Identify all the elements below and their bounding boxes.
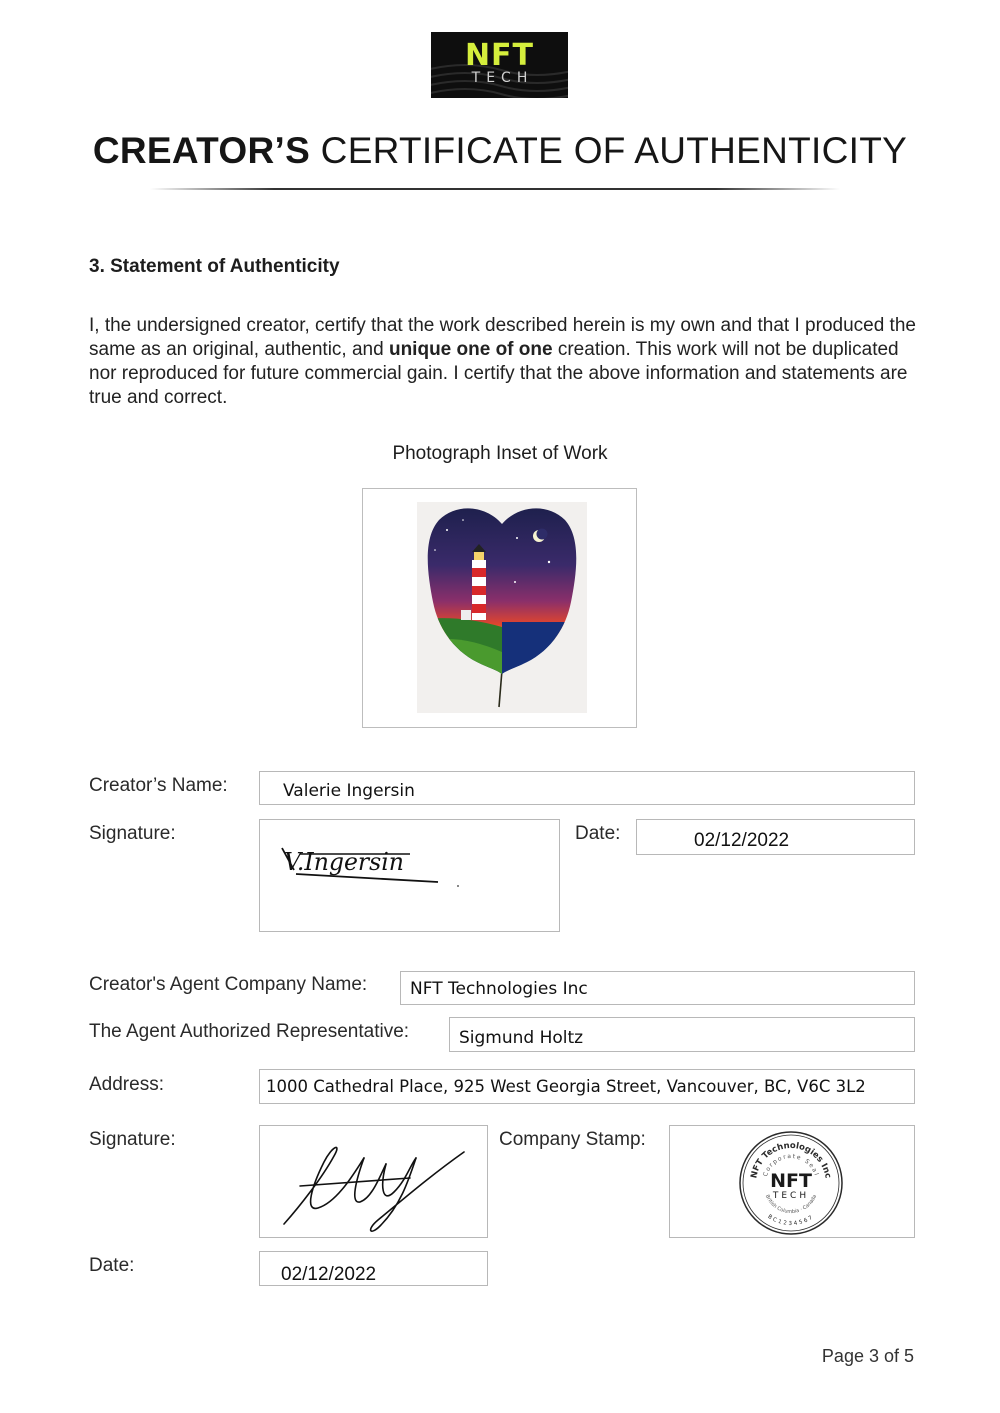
agent-signature-drawing <box>260 1126 489 1239</box>
agent-signature-label: Signature: <box>89 1129 176 1150</box>
seal-number-text: BC1234567 <box>766 1213 816 1228</box>
photo-frame <box>362 488 637 728</box>
seal-word: NFT <box>770 1170 812 1192</box>
company-seal-image <box>670 1126 916 1239</box>
agent-company-value: NFT Technologies Inc <box>410 979 588 999</box>
seal-subword: TECH <box>772 1191 810 1201</box>
agent-signature-box[interactable] <box>259 1125 488 1238</box>
agent-company-label: Creator's Agent Company Name: <box>89 974 368 995</box>
company-stamp-label: Company Stamp: <box>499 1129 646 1150</box>
photo-caption: Photograph Inset of Work <box>392 443 608 464</box>
logo-subword: TECH <box>471 70 534 86</box>
statement-pre: I, the undersigned creator, certify that the work described herein is my own and that I produced the same as an original, authentic, and <box>89 315 916 360</box>
title-strong: CREATOR’S <box>92 130 311 171</box>
section-heading: 3. Statement of Authenticity <box>89 256 340 277</box>
seal-inner-text: Corporate Seal <box>761 1152 821 1178</box>
creator-date-value: 02/12/2022 <box>694 830 790 851</box>
address-label: Address: <box>89 1074 164 1095</box>
agent-representative-value: Sigmund Holtz <box>459 1028 584 1048</box>
logo-word: NFT <box>464 38 535 73</box>
nft-tech-logo <box>431 32 568 98</box>
creator-signature-box[interactable] <box>259 819 560 932</box>
leaf-painting-image <box>417 502 587 713</box>
page-number: Page 3 of 5 <box>821 1346 914 1366</box>
creator-signature-drawing <box>260 820 561 933</box>
certificate-title <box>0 130 1000 172</box>
statement-bold: unique one of one <box>388 339 553 360</box>
agent-representative-label: The Agent Authorized Representative: <box>89 1021 410 1042</box>
seal-top-text: NFT Technologies Inc <box>749 1140 833 1180</box>
title-divider <box>150 188 840 190</box>
seal-bottom-text: British Columbia · Canada <box>763 1193 819 1216</box>
creator-signature-text: V.Ingersin <box>284 848 404 876</box>
agent-date-label: Date: <box>89 1255 135 1276</box>
creator-name-label: Creator’s Name: <box>89 775 228 796</box>
company-stamp-box <box>669 1125 915 1238</box>
creator-name-value: Valerie Ingersin <box>283 781 415 801</box>
title-rest: CERTIFICATE OF AUTHENTICITY <box>320 130 908 171</box>
statement-post: creation. This work will not be duplicated nor reproduced for future commercial gain. I certify that the above information and statements are true and correct. <box>89 339 908 408</box>
creator-signature-label: Signature: <box>89 823 176 844</box>
artwork-photo <box>417 502 587 713</box>
authenticity-statement <box>89 314 919 410</box>
agent-date-value: 02/12/2022 <box>281 1264 377 1285</box>
creator-date-label: Date: <box>575 823 621 844</box>
address-value: 1000 Cathedral Place, 925 West Georgia Street, Vancouver, BC, V6C 3L2 <box>266 1077 866 1096</box>
